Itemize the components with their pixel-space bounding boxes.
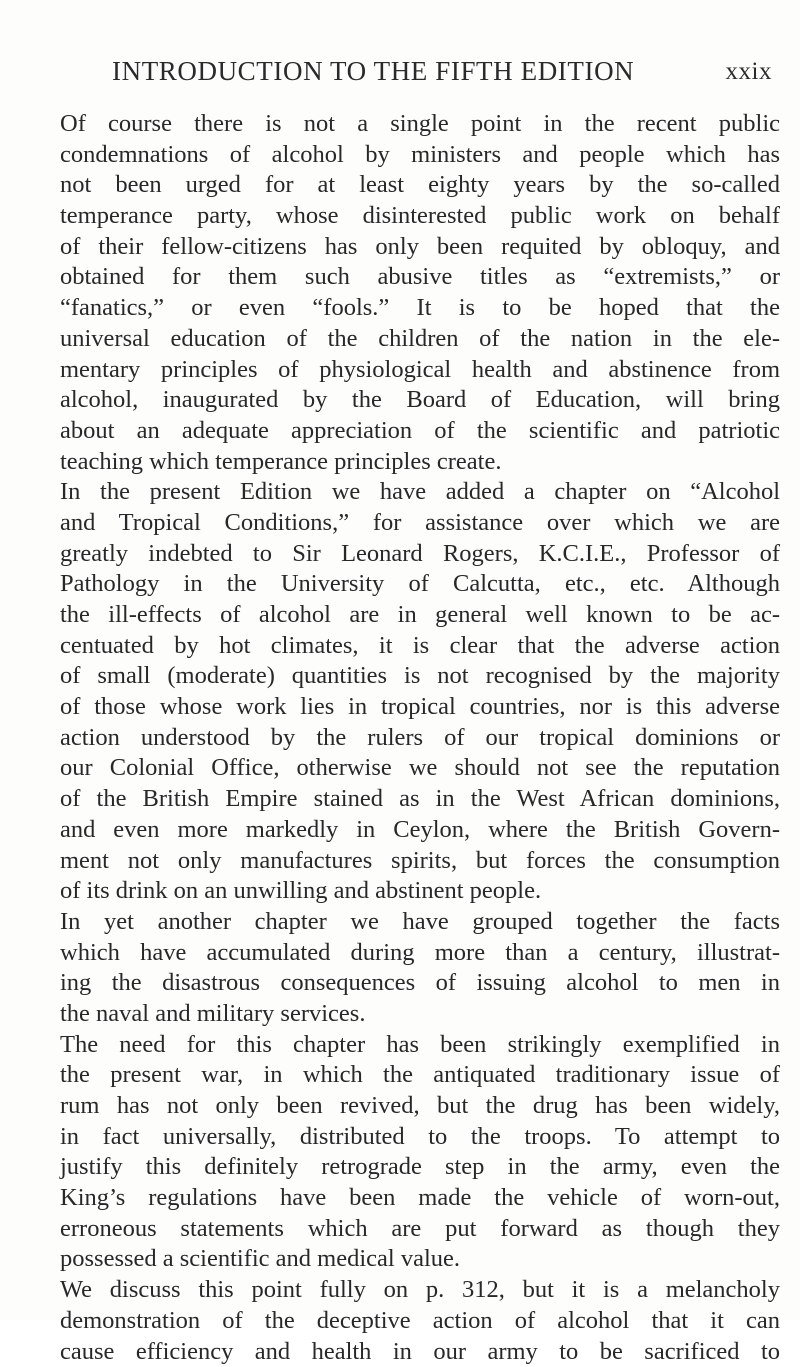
text-line: teaching which temperance principles create. (60, 447, 780, 478)
text-line: of small (moderate) quantities is not recognised by the majority (60, 661, 780, 692)
text-line: universal education of the children of the nation in the ele- (60, 324, 780, 355)
text-line: The need for this chapter has been strikingly exemplified in (60, 1030, 780, 1061)
text-line: Of course there is not a single point in the recent public (60, 109, 780, 140)
text-line: centuated by hot climates, it is clear that the adverse action (60, 631, 780, 662)
text-line: possessed a scientific and medical value. (60, 1244, 780, 1275)
text-line: We discuss this point fully on p. 312, but it is a melancholy (60, 1275, 780, 1306)
text-line: and Tropical Conditions,” for assistance over which we are (60, 508, 780, 539)
text-line: demonstration of the deceptive action of alcohol that it can (60, 1306, 780, 1337)
text-line: obtained for them such abusive titles as “extremists,” or (60, 262, 780, 293)
text-line: alcohol, inaugurated by the Board of Education, will bring (60, 385, 780, 416)
text-line: the present war, in which the antiquated traditionary issue of (60, 1060, 780, 1091)
text-line: condemnations of alcohol by ministers and people which has (60, 140, 780, 171)
text-line: King’s regulations have been made the vehicle of worn-out, (60, 1183, 780, 1214)
text-line: rum has not only been revived, but the drug has been widely, (60, 1091, 780, 1122)
running-header (112, 56, 772, 96)
text-line: of the British Empire stained as in the West African dominions, (60, 784, 780, 815)
text-line: of those whose work lies in tropical countries, nor is this adverse (60, 692, 780, 723)
text-line: cause efficiency and health in our army to be sacrificed to (60, 1337, 780, 1367)
text-line: ment not only manufactures spirits, but forces the consumption (60, 846, 780, 877)
text-line: justify this definitely retrograde step in the army, even the (60, 1152, 780, 1183)
text-line: the naval and military services. (60, 999, 780, 1030)
page-number: xxix (726, 58, 772, 86)
text-line: our Colonial Office, otherwise we should not see the reputation (60, 753, 780, 784)
body-text (60, 109, 780, 1367)
text-line: the ill-effects of alcohol are in general well known to be ac- (60, 600, 780, 631)
text-line: of their fellow-citizens has only been requited by obloquy, and (60, 232, 780, 263)
text-line: action understood by the rulers of our tropical dominions or (60, 723, 780, 754)
text-line: greatly indebted to Sir Leonard Rogers, K.C.I.E., Professor of (60, 539, 780, 570)
text-line: ing the disastrous consequences of issuing alcohol to men in (60, 968, 780, 999)
text-line: which have accumulated during more than a century, illustrat- (60, 938, 780, 969)
running-title: INTRODUCTION TO THE FIFTH EDITION (112, 56, 634, 87)
text-line: In the present Edition we have added a chapter on “Alcohol (60, 477, 780, 508)
text-line: about an adequate appreciation of the scientific and patriotic (60, 416, 780, 447)
text-line: In yet another chapter we have grouped together the facts (60, 907, 780, 938)
text-line: “fanatics,” or even “fools.” It is to be hoped that the (60, 293, 780, 324)
text-line: mentary principles of physiological health and abstinence from (60, 355, 780, 386)
text-line: in fact universally, distributed to the troops. To attempt to (60, 1122, 780, 1153)
text-line: not been urged for at least eighty years by the so-called (60, 170, 780, 201)
text-line: and even more markedly in Ceylon, where the British Govern- (60, 815, 780, 846)
text-line: Pathology in the University of Calcutta, etc., etc. Although (60, 569, 780, 600)
text-line: erroneous statements which are put forward as though they (60, 1214, 780, 1245)
text-line: of its drink on an unwilling and abstinent people. (60, 876, 780, 907)
text-line: temperance party, whose disinterested public work on behalf (60, 201, 780, 232)
